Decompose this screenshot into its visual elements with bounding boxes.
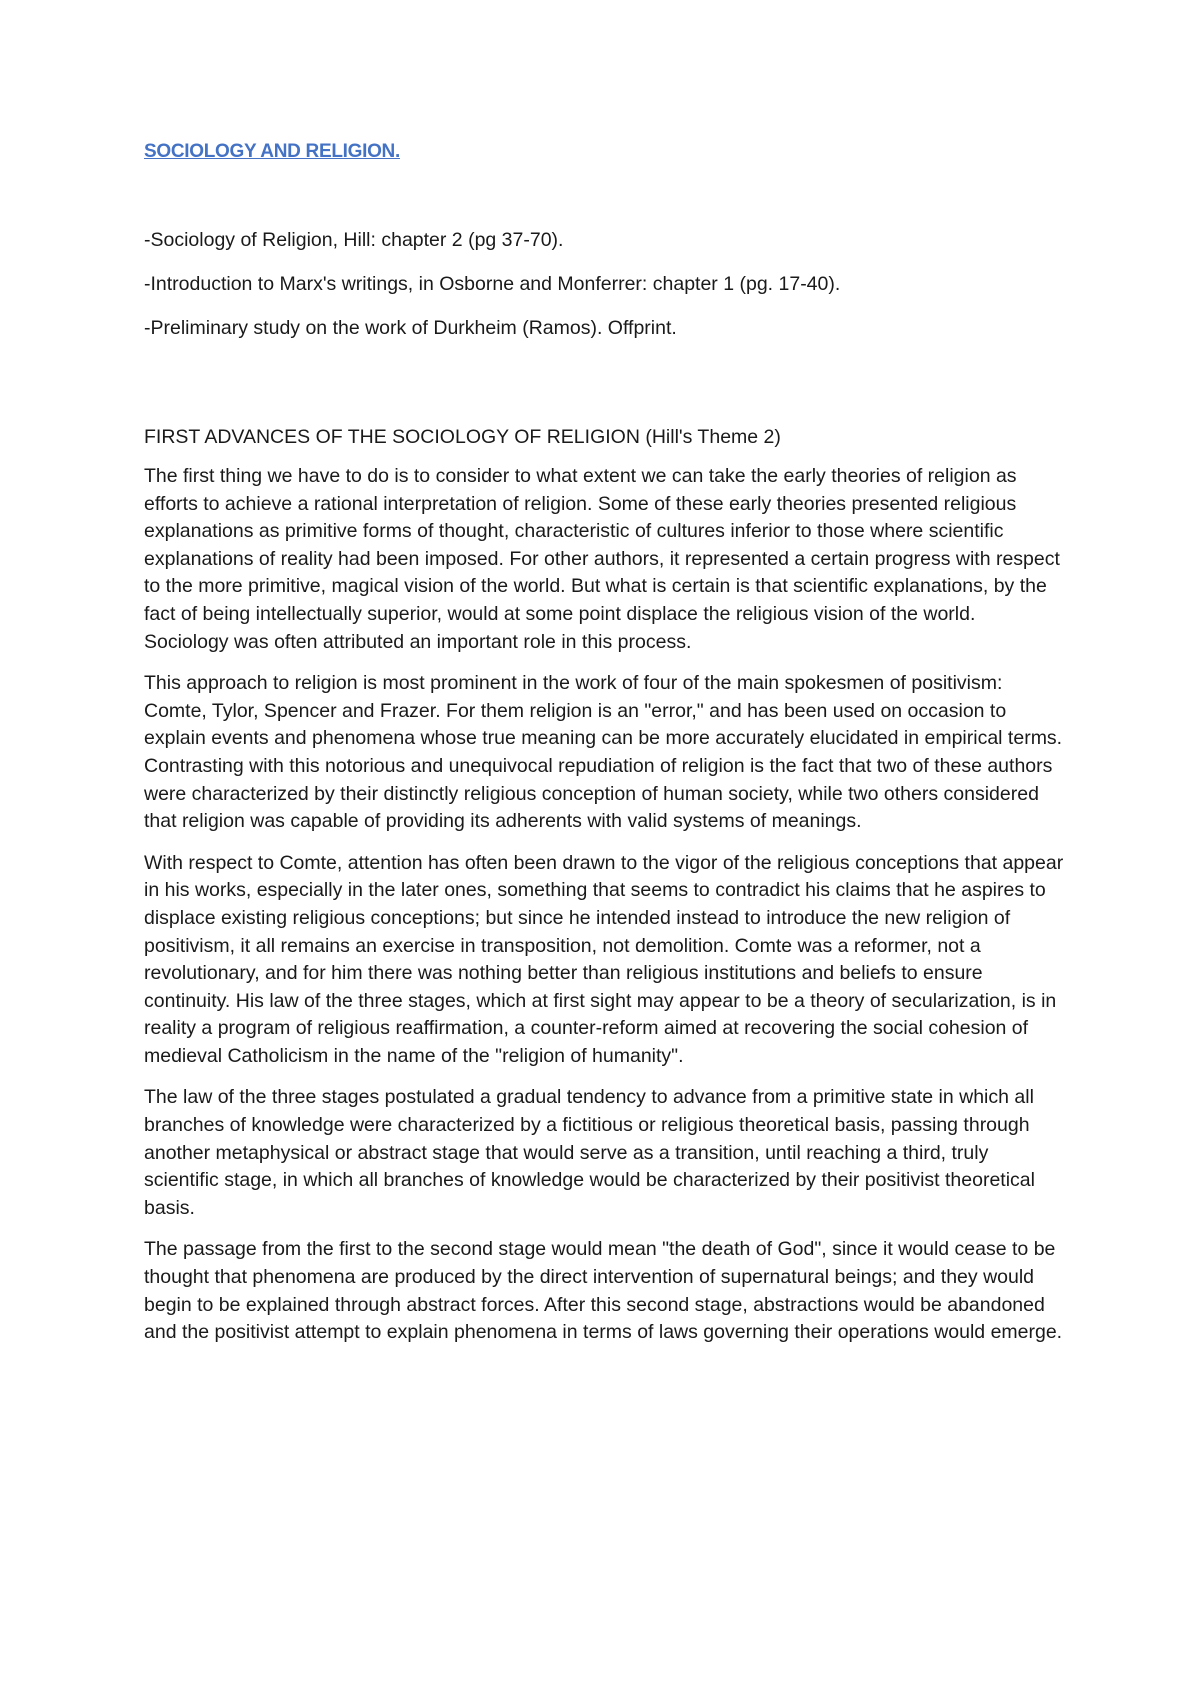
section-heading: FIRST ADVANCES OF THE SOCIOLOGY OF RELIGION (Hill's Theme 2)	[144, 426, 781, 448]
reading-list-item: -Preliminary study on the work of Durkheim (Ramos). Offprint.	[144, 317, 677, 339]
reading-list	[144, 228, 1064, 340]
document-body	[144, 140, 1064, 1347]
body-paragraph: With respect to Comte, attention has often been drawn to the vigor of the religious conceptions that appear in his works, especially in the later ones, something that seems to contradict his claims that he aspires to displace existing religious conceptions; but since he intended instead to introduce the new religion of positivism, it all remains an exercise in transposition, not demolition. Comte was a reformer, not a revolutionary, and for him there was nothing better than religious institutions and beliefs to ensure continuity. His law of the three stages, which at first sight may appear to be a theory of secularization, is in reality a program of religious reaffirmation, a counter-reform aimed at recovering the social cohesion of medieval Catholicism in the name of the "religion of humanity".	[144, 851, 1064, 1067]
body-paragraph: This approach to religion is most prominent in the work of four of the main spokesmen of positivism: Comte, Tylor, Spencer and Frazer. For them religion is an "error," and has been used on occasion to explain events and phenomena whose true meaning can be more accurately elucidated in empirical terms. Contrasting with this notorious and unequivocal repudiation of religion is the fact that two of these authors were characterized by their distinctly religious conception of human society, while two others considered that religion was capable of providing its adherents with valid systems of meanings.	[144, 672, 1063, 833]
body-paragraph: The law of the three stages postulated a gradual tendency to advance from a primitive state in which all branches of knowledge were characterized by a fictitious or religious theoretical basis, passing through another metaphysical or abstract stage that would serve as a transition, until reaching a third, truly scientific stage, in which all branches of knowledge would be characterized by their positivist theoretical basis.	[144, 1086, 1035, 1219]
reading-list-item: -Introduction to Marx's writings, in Osborne and Monferrer: chapter 1 (pg. 17-40).	[144, 273, 841, 295]
document-title: SOCIOLOGY AND RELIGION.	[144, 141, 400, 162]
body-paragraph: The passage from the first to the second stage would mean "the death of God", since it would cease to be thought that phenomena are produced by the direct intervention of supernatural beings; and they would begin to be explained through abstract forces. After this second stage, abstractions would be abandoned and the positivist attempt to explain phenomena in terms of laws governing their operations would emerge.	[144, 1238, 1063, 1344]
body-paragraph: The first thing we have to do is to consider to what extent we can take the early theories of religion as efforts to achieve a rational interpretation of religion. Some of these early theories presented religious explanations as primitive forms of thought, characteristic of cultures inferior to those where scientific explanations of reality had been imposed. For other authors, it represented a certain progress with respect to the more primitive, magical vision of the world. But what is certain is that scientific explanations, by the fact of being intellectually superior, would at some point displace the religious vision of the world. Sociology was often attributed an important role in this process.	[144, 465, 1060, 653]
reading-list-item: -Sociology of Religion, Hill: chapter 2 (pg 37-70).	[144, 229, 564, 251]
